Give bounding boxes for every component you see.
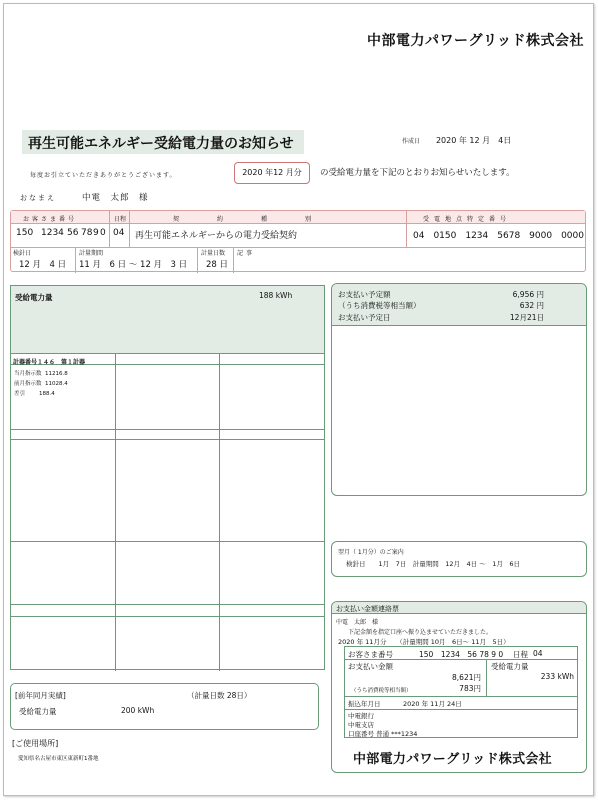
customer-info-table [10, 210, 586, 272]
previous-year-box: [前年同月実績] （計量日数 28日） 受給電力量 200 kWh [10, 683, 319, 730]
h-contract: 契約種別 [173, 216, 350, 223]
meter-panel [10, 285, 325, 670]
point-no-value: 04 0150 1234 5678 9000 0000 [413, 231, 584, 241]
h-point-no: 受電地点特定番号 [423, 216, 512, 223]
company-name-header: 中部電力パワーグリッド株式会社 [367, 33, 584, 49]
reading-row: 検針日 計量期間 計量日数 記事 12 月 4 日 11 月 6 日 ～ 12 月 3 日 28 日 [13, 250, 256, 270]
next-month-title: 翌月（ 1月分）のご案内 [338, 549, 404, 556]
issue-date [402, 135, 511, 146]
location-value: 愛知県名古屋市東区東新町1番地 [18, 756, 99, 762]
slip-cust-no: 150 1234 56 78 9 0 [419, 650, 504, 659]
slip-bank: 中電銀行 [348, 712, 374, 720]
slip-branch: 中電支店 [348, 721, 374, 729]
payment-box: お支払い予定額 6,956 円 （うち消費税等相当額） 632 円 お支払い予定日 12月21日 [331, 283, 587, 496]
slip-detail-box: お客さま番号 150 1234 56 78 9 0 日程 04 お支払い金額 受給電力量 8,621円 233 kWh （うち消費税等相当額） 783円 振込年月日 2020 年 11月 24日 中電銀行 中電支店 口座番号 普通 ***1234 [344, 646, 578, 738]
days-value: 28 日 [206, 260, 229, 270]
slip-account: 口座番号 普通 ***1234 [348, 730, 418, 738]
company-name-footer: 中部電力パワーグリッド株式会社 [353, 752, 552, 767]
location-title: [ご使用場所] [12, 739, 59, 748]
period-value: 11 月 6 日 ～ 12 月 3 日 [79, 260, 188, 270]
slip-power: 233 kWh [540, 672, 574, 681]
slip-transfer-date: 2020 年 11月 24日 [403, 700, 462, 708]
payment-tax: 632 円 [519, 301, 544, 310]
slip-text: 下記金額を指定口座へ振り込ませていただきました。 [348, 629, 493, 636]
page-title: 再生可能エネルギー受給電力量のお知らせ [22, 130, 304, 154]
previous-year-days: （計量日数 28日） [187, 691, 252, 700]
target-month-box: 2020 年12 月分 [234, 162, 310, 184]
meter-diff: 差引 188.4 [14, 391, 55, 397]
slip-name: 中電 太郎 様 [336, 619, 379, 626]
slip-title: お支払い金額連絡票 [336, 605, 399, 613]
h-day: 日程 [114, 216, 127, 223]
payment-date: 12月21日 [509, 313, 544, 322]
h-customer-no: お客さま番号 [23, 216, 78, 223]
slip-month: 2020 年 11月分 （計量期間 10月 6日～ 11月 5日） [338, 638, 510, 646]
meter-previous: 前月指示数 11028.4 [14, 381, 68, 387]
meter-current: 当月指示数 11216.8 [14, 371, 68, 377]
greeting: 毎度お引立ていただきありがとうございます。 [30, 172, 177, 179]
customer-table-row: 150 1234 56 78 9 0 04 再生可能エネルギーからの電力受給契約 04 0150 1234 5678 9000 0000 [16, 228, 584, 241]
day-value: 04 [113, 228, 125, 238]
customer-name: 中電 太郎 様 [82, 193, 149, 203]
received-power-label: 受給電力量 [15, 293, 53, 302]
issue-date-label: 作成日 [402, 138, 421, 145]
notify-text: の受給電力量を下記のとおりお知らせいたします。 [320, 168, 515, 178]
previous-year-title: [前年同月実績] [15, 691, 66, 700]
customer-table-header [11, 211, 585, 224]
read-day-value: 12 月 4 日 [19, 260, 67, 270]
next-month-box [331, 541, 587, 577]
issue-date-value: 2020 年 12 月 4日 [435, 136, 512, 145]
contract-value: 再生可能エネルギーからの電力受給契約 [135, 231, 298, 241]
next-month-line: 検針日 1月 7日 計量期間 12月 4日 ～ 1月 6日 [346, 560, 521, 568]
received-power-value: 188 kWh [259, 291, 293, 300]
slip-tax: 783円 [459, 684, 481, 693]
payment-amount: 6,956 円 [512, 290, 544, 299]
slip-amount: 8,621円 [452, 673, 481, 682]
previous-year-value: 200 kWh [121, 706, 155, 715]
name-label: おなまえ [20, 194, 56, 202]
meter-title: 計器番号１４６ 第１計器 [13, 359, 86, 366]
